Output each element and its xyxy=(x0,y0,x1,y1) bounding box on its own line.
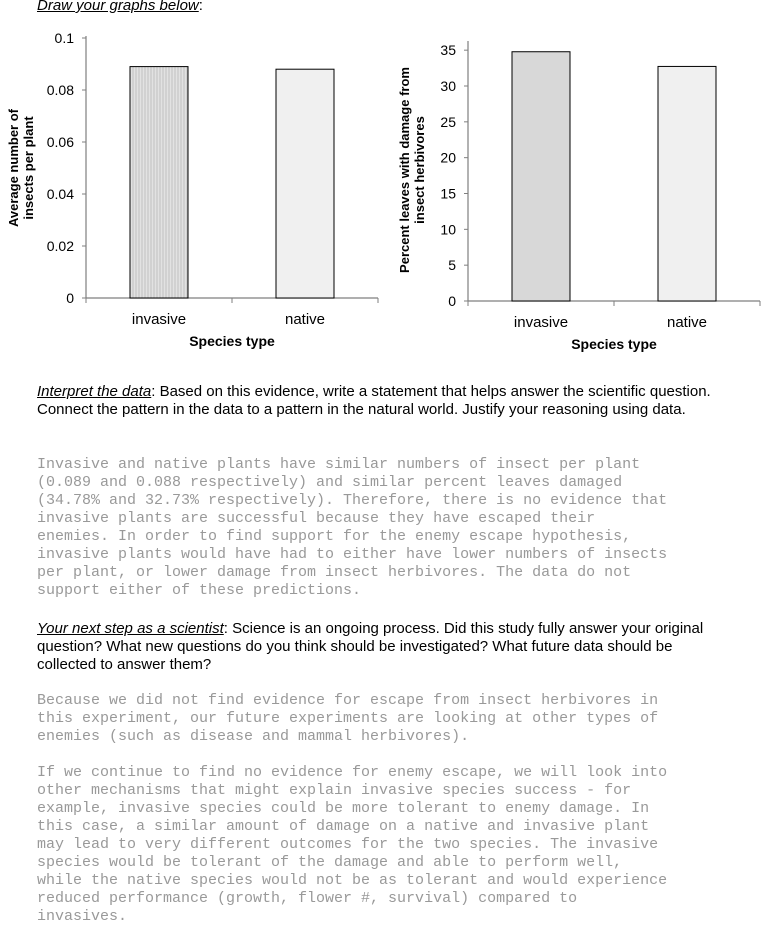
y-axis-title xyxy=(6,108,36,227)
y-tick-label: 0 xyxy=(66,290,74,306)
interpret-section xyxy=(37,383,727,419)
x-axis-title: Species type xyxy=(571,336,657,352)
x-axis-title: Species type xyxy=(189,333,275,349)
y-tick-label: 15 xyxy=(440,185,456,202)
y-axis-title-line: Percent leaves with damage from xyxy=(397,67,412,273)
graphs-heading-tail: : xyxy=(198,0,203,14)
y-axis-title-line: Average number of xyxy=(6,109,21,227)
interpret-lead: Interpret the data xyxy=(37,383,152,400)
bar-invasive xyxy=(512,52,570,301)
x-category-label: native xyxy=(284,311,326,328)
y-tick-label: 25 xyxy=(440,113,456,130)
y-tick-label: 0 xyxy=(448,293,456,309)
next-step-prompt: : Science is an ongoing process. Did this study fully answer your original question? What new questions do you think should be investigated? What future data should be collected to answer them? xyxy=(37,620,704,673)
y-tick-label: 10 xyxy=(440,221,456,238)
graphs-heading-lead: Draw your graphs below xyxy=(37,0,199,14)
bar-invasive xyxy=(130,67,188,298)
y-tick-label: 30 xyxy=(440,78,456,94)
y-tick-label: 0.1 xyxy=(54,30,74,46)
x-category-label: native xyxy=(666,314,708,331)
y-tick-label: 0.04 xyxy=(46,186,74,202)
x-category-label: invasive xyxy=(513,314,569,331)
y-tick-label: 20 xyxy=(440,149,456,166)
y-tick-label: 0.02 xyxy=(46,238,74,254)
leaf-damage-chart xyxy=(397,41,760,352)
x-category-label: invasive xyxy=(131,311,187,328)
y-axis-title-line: insect herbivores xyxy=(412,116,427,224)
bar-native xyxy=(658,66,716,301)
next-step-answer-1: Because we did not find evidence for escape from insect herbivores in this experiment, our future experiments are looking at other types of enemies (such as disease and mammal herbivores). xyxy=(37,692,659,745)
interpret-answer: Invasive and native plants have similar numbers of insect per plant (0.089 and 0.088 respectively) and similar percent leaves damaged (34.78% and 32.73% respectively). Therefore, there is no evidence that invasive plants are successful because they have escaped their enemies. In order to find support for the enemy escape hypothesis, invasive plants would have had to either have lower numbers of insects per plant, or lower damage from insect herbivores. The data do not support either of these predictions. xyxy=(37,456,668,599)
bar-native xyxy=(276,69,334,298)
y-axis-title xyxy=(397,67,427,273)
next-step-section xyxy=(37,620,727,674)
next-step-answer-2: If we continue to find no evidence for enemy escape, we will look into other mechanisms that might explain invasive species success - for example, invasive species could be more tolerant to enemy damage. In this case, a similar amount of damage on a native and invasive plant may lead to very different outcomes for the two species. The invasive species would be tolerant of the damage and able to perform well, while the native species would not be as tolerant and would experience reduced performance (growth, flower #, survival) compared to invasives. xyxy=(37,764,668,925)
y-tick-label: 0.08 xyxy=(46,82,74,98)
y-tick-label: 0.06 xyxy=(46,134,74,150)
charts-area xyxy=(0,0,763,380)
insects-per-plant-chart xyxy=(6,30,378,349)
y-tick-label: 5 xyxy=(448,257,456,274)
interpret-prompt: : Based on this evidence, write a statement that helps answer the scientific question. Connect the pattern in the data to a pattern in the natural world. Justify your reasoning using data. xyxy=(37,383,711,418)
y-axis-title-line: insects per plant xyxy=(21,116,36,220)
next-step-lead: Your next step as a scientist xyxy=(37,620,224,637)
y-tick-label: 35 xyxy=(440,42,456,59)
